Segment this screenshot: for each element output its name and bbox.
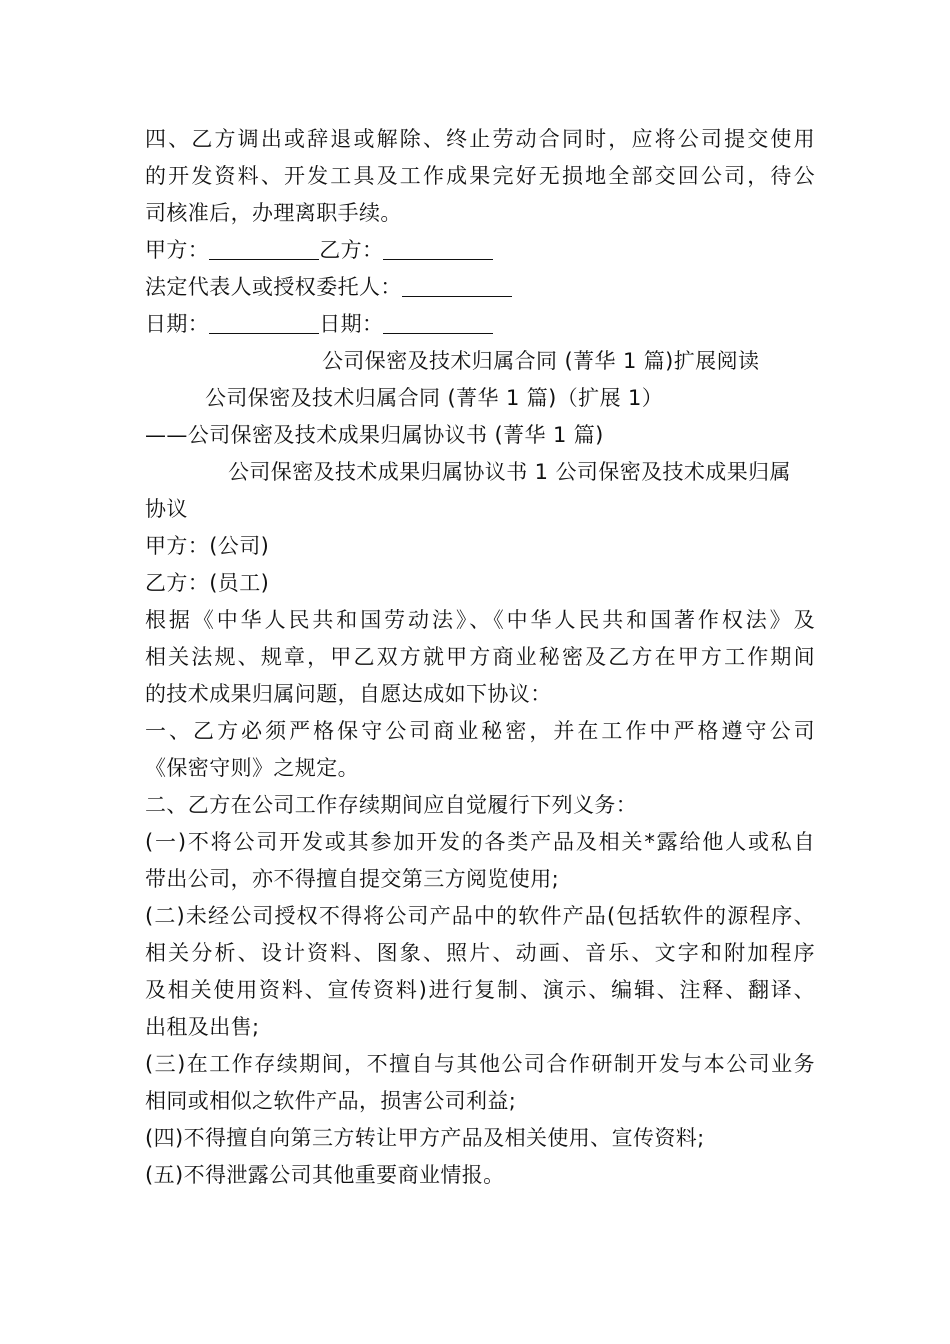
party-b-label: 乙方： bbox=[319, 238, 384, 262]
preamble-line-3: 的技术成果归属问题，自愿达成如下协议： bbox=[145, 682, 552, 706]
item-two-line-3: 及相关使用资料、宣传资料)进行复制、演示、编辑、注释、翻译、 bbox=[145, 978, 815, 1002]
item-two-line-1: (二)未经公司授权不得将公司产品中的软件产品(包括软件的源程序、 bbox=[145, 904, 815, 928]
item-two-line-2: 相关分析、设计资料、图象、照片、动画、音乐、文字和附加程序 bbox=[145, 941, 815, 965]
preamble-line-1: 根据《中华人民共和国劳动法》、《中华人民共和国著作权法》及 bbox=[145, 608, 815, 632]
party-b-blank bbox=[383, 239, 493, 260]
signature-representative-line bbox=[145, 274, 815, 300]
clause-one-line-1: 一、乙方必须严格保守公司商业秘密，并在工作中严格遵守公司 bbox=[145, 719, 815, 743]
extended-reading-heading: 公司保密及技术归属合同 (菁华 1 篇)扩展阅读 bbox=[322, 349, 760, 373]
item-four-line: (四)不得擅自向第三方转让甲方产品及相关使用、宣传资料; bbox=[145, 1126, 705, 1150]
clause-four-line-1: 四、乙方调出或辞退或解除、终止劳动合同时，应将公司提交使用 bbox=[145, 127, 815, 151]
clause-four-line-3: 司核准后，办理离职手续。 bbox=[145, 201, 402, 225]
party-a-label: 甲方： bbox=[145, 238, 210, 262]
item-five-line: (五)不得泄露公司其他重要商业情报。 bbox=[145, 1163, 505, 1187]
date-b-blank bbox=[383, 313, 493, 334]
item-one-line-2: 带出公司，亦不得擅自提交第三方阅览使用; bbox=[145, 867, 560, 891]
item-two-line-4: 出租及出售; bbox=[145, 1015, 260, 1039]
date-a-blank bbox=[209, 313, 319, 334]
party-a-blank bbox=[209, 239, 319, 260]
party-a-company: 甲方：(公司) bbox=[145, 534, 270, 558]
agreement-title-line: ——公司保密及技术成果归属协议书 (菁华 1 篇) bbox=[145, 423, 604, 447]
party-b-employee: 乙方：(员工) bbox=[145, 571, 270, 595]
signature-date-line bbox=[145, 311, 815, 337]
agreement-heading-line-2: 协议 bbox=[145, 497, 188, 521]
agreement-heading-line-1: 公司保密及技术成果归属协议书 1 公司保密及技术成果归属 bbox=[228, 460, 791, 484]
clause-two-heading: 二、乙方在公司工作存续期间应自觉履行下列义务： bbox=[145, 793, 638, 817]
date-a-label: 日期： bbox=[145, 312, 210, 336]
item-three-line-2: 相同或相似之软件产品，损害公司利益; bbox=[145, 1089, 517, 1113]
item-one-line-1: (一)不将公司开发或其参加开发的各类产品及相关*露给他人或私自 bbox=[145, 830, 815, 854]
representative-label: 法定代表人或授权委托人： bbox=[145, 275, 402, 299]
signature-party-line bbox=[145, 237, 815, 263]
extended-subheading: 公司保密及技术归属合同 (菁华 1 篇)（扩展 1） bbox=[205, 386, 664, 410]
date-b-label: 日期： bbox=[319, 312, 384, 336]
item-three-line-1: (三)在工作存续期间，不擅自与其他公司合作研制开发与本公司业务 bbox=[145, 1052, 815, 1076]
clause-one-line-2: 《保密守则》之规定。 bbox=[145, 756, 359, 780]
representative-blank bbox=[402, 276, 512, 297]
clause-four-line-2: 的开发资料、开发工具及工作成果完好无损地全部交回公司，待公 bbox=[145, 164, 815, 188]
preamble-line-2: 相关法规、规章，甲乙双方就甲方商业秘密及乙方在甲方工作期间 bbox=[145, 645, 815, 669]
